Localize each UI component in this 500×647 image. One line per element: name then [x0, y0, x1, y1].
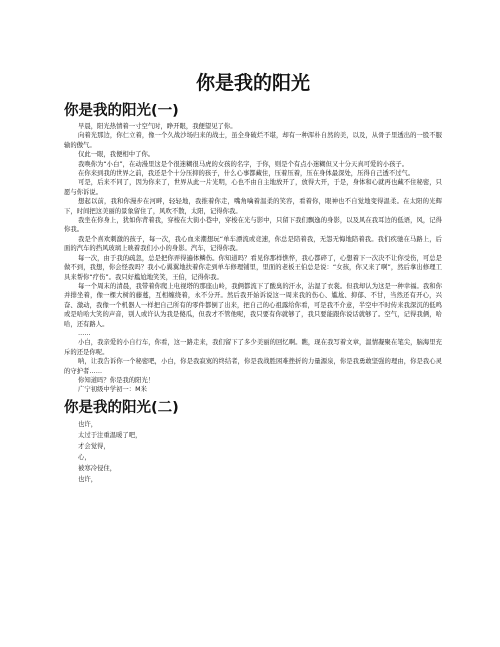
paragraph: 每一个周末的清晨，我带着你爬上电视塔的那座山岭，我俩都流下了酸臭的汗水，沾湿了衣裳。但我却认为这是一种幸福。我和你并排坐着，像一棵大树的藤蔓，互相缠绕着，永不分开。然后我开始诉说这一周来我的伤心、尴尬、抑郁、不甘，当然还有开心，兴奋、激动，我像一个机器人一样把自己所有的零件都倒了出来，把自己的心祖露给你看，可是我不介意，半空中不时传来我深沉的低鸣或是哈哈大笑的声音，别人或许认为我是傻瓜，但我才不管他呢，我只要有你就够了，我只要能跟你说话就够了。空气，记得我俩，哈哈，还有路人。 — [64, 282, 442, 328]
document-title: 你是我的阳光 — [195, 72, 310, 94]
paragraph: 在你来到我的世界之前，我还是个十分压抑的孩子，什么心事都藏住，压着压着，压在身体最深处，压得自己透不过气。 — [78, 170, 415, 178]
poem-line: 被寒冷侵住， — [78, 464, 117, 472]
author-line: 广宁初级中学初一：M米 — [78, 386, 147, 394]
paragraph: 我是个喜欢刺激的孩子，每一次，我心血来潮想玩“单车漂流或竞速，你总是陪着我，无怨无悔地陪着我。我们疾驰在马路上，后面的汽车的挡风玻璃上映着我们小小的身影。汽车，记得你我。 — [64, 235, 442, 253]
poem-line: 也许， — [78, 475, 98, 483]
section-1-heading: 你是我的阳光(一) — [64, 103, 179, 119]
paragraph: 每一次，由于我的疏忽，总是把你弄得遍体鳞伤。你知道吗？看见你那样憔悴，我心都碎了，心想着下一次决不让你受伤，可总是做不到，我想，你会怪我吗？我小心翼翼地扶着你走到单车修理铺里，里面的老板王伯总是说：“女孩，你又来了啊”，然后拿出修理工具来帮你“疗伤”。我只好尴尬地笑笑，王伯，记得你我。 — [64, 254, 442, 281]
paragraph: 向着光那边，你仁立着，像一个久战沙场归来的战士，虽全身破烂不堪，却有一种浑朴自然的美，以及，从骨子里透出的一股不服输的傲气。 — [64, 132, 442, 149]
paragraph: 可是，后来不同了，因为你来了，世界从此一片光明，心也不由自主地放开了，放得大开，于是，身体和心就再也藏不住秘密，只愿与你诉说。 — [64, 179, 442, 196]
paragraph: 小白，我亲爱的小自行车，你看，这一路走来，我们留下了多少美丽的回忆啊。瞧，现在我写着文章，温情凝聚在笔尖，脑海里充斥的还是你呢。 — [64, 339, 442, 356]
paragraph: 仅此一眼，我便相中了你。 — [78, 151, 155, 159]
section-2-heading: 你是我的阳光(二) — [64, 399, 179, 416]
section-1-body — [64, 122, 442, 395]
poem-line: 心， — [78, 453, 91, 461]
paragraph: 你知道吗？你是我的阳光！ — [78, 376, 155, 384]
ellipsis-line: …… — [78, 329, 91, 337]
poem-line: 太过于注重温暖了吧， — [78, 431, 142, 439]
poem-line: 才会觉得， — [78, 442, 110, 450]
paragraph: 早晨，阳光热情着一寸空气时，睁开眼，我便望见了你。 — [78, 123, 237, 130]
paragraph: 想起以前，我和你漫步在河畔，轻轻地，我推着你走，嘴角噙着温柔的笑容，看着你，眼神也不自觉地变得温柔。在太阳的光辉下，时间把这美丽的景象留住了，风吹不散，太阳，记得你我。 — [64, 198, 442, 215]
poem-line: 也许， — [78, 420, 98, 428]
paragraph: 我唤你为“小白”，在动漫里这是个很迷糊很马虎的女孩的名字，于你，则是个有点小迷糊但又十分天真可爱的小孩子。 — [78, 160, 409, 168]
paragraph: 我坐在你身上，犹如你背着我，穿梭在大街小巷中，穿梭在光与影中，只留下我们飘逸的身影，以及风在我耳边的低语，风，记得你我。 — [64, 217, 442, 234]
section-2-body — [64, 419, 442, 485]
document-page — [64, 70, 442, 485]
paragraph: 呐，让我告诉你一个秘密吧，小白，你是我寂寞的终结者，你是我战胜困难挫折的力量源泉，你是我勇敢坚强的理由，你是我心灵的守护者…… — [64, 358, 442, 375]
